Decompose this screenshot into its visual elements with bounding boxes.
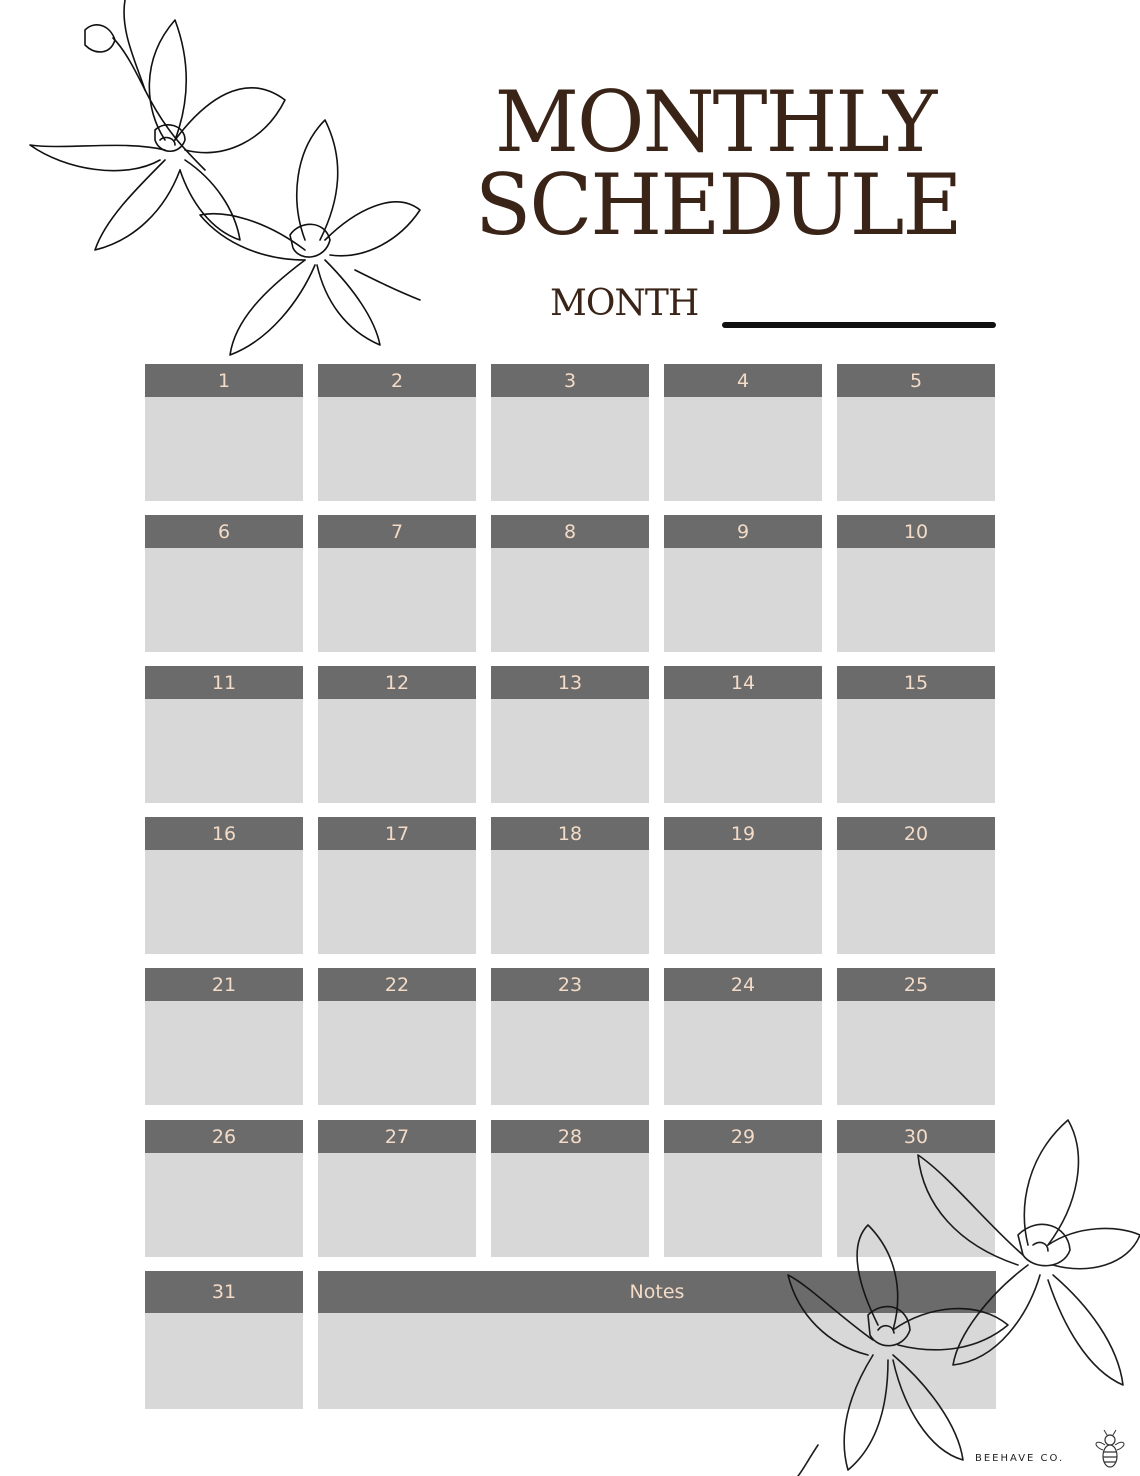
day-number: 24 [664,968,822,1001]
day-cell[interactable] [491,1120,649,1257]
day-number: 28 [491,1120,649,1153]
day-number: 20 [837,817,995,850]
day-entry-area[interactable] [318,1001,476,1105]
day-number: 29 [664,1120,822,1153]
day-cell[interactable] [145,666,303,803]
day-number: 9 [664,515,822,548]
day-entry-area[interactable] [491,1001,649,1105]
day-cell[interactable] [837,364,995,501]
month-label: MONTH [550,283,699,324]
day-entry-area[interactable] [664,548,822,652]
day-number: 27 [318,1120,476,1153]
day-cell[interactable] [318,666,476,803]
day-cell[interactable] [318,1120,476,1257]
title-line-1: MONTHLY [494,73,936,171]
day-number: 10 [837,515,995,548]
day-number: 30 [837,1120,995,1153]
day-entry-area[interactable] [318,1153,476,1257]
day-number: 8 [491,515,649,548]
day-number: 23 [491,968,649,1001]
day-cell[interactable] [318,817,476,954]
day-number: 26 [145,1120,303,1153]
day-number: 2 [318,364,476,397]
day-cell[interactable] [837,968,995,1105]
notes-header: Notes [318,1271,996,1313]
day-number: 4 [664,364,822,397]
day-number: 3 [491,364,649,397]
day-number: 15 [837,666,995,699]
orchid-top-left-icon [25,0,425,365]
day-entry-area[interactable] [145,1001,303,1105]
day-cell[interactable] [837,515,995,652]
day-cell[interactable] [145,1271,303,1409]
title-line-2: SCHEDULE [474,156,961,254]
day-cell[interactable] [664,515,822,652]
day-entry-area[interactable] [664,397,822,501]
day-number: 22 [318,968,476,1001]
day-entry-area[interactable] [145,548,303,652]
day-cell[interactable] [491,666,649,803]
day-cell[interactable] [491,817,649,954]
day-entry-area[interactable] [145,397,303,501]
day-cell[interactable] [664,666,822,803]
day-cell[interactable] [318,364,476,501]
day-number: 14 [664,666,822,699]
day-entry-area[interactable] [837,1001,995,1105]
day-entry-area[interactable] [318,850,476,954]
day-cell[interactable] [145,1120,303,1257]
day-entry-area[interactable] [145,699,303,803]
day-number: 16 [145,817,303,850]
day-entry-area[interactable] [491,1153,649,1257]
day-cell[interactable] [491,364,649,501]
day-cell[interactable] [664,968,822,1105]
day-entry-area[interactable] [145,1153,303,1257]
day-number: 31 [145,1271,303,1313]
day-cell[interactable] [664,817,822,954]
day-entry-area[interactable] [491,850,649,954]
day-number: 25 [837,968,995,1001]
day-entry-area[interactable] [837,397,995,501]
day-entry-area[interactable] [664,1001,822,1105]
day-entry-area[interactable] [837,699,995,803]
day-number: 21 [145,968,303,1001]
day-number: 13 [491,666,649,699]
day-number: 1 [145,364,303,397]
day-cell[interactable] [145,968,303,1105]
day-entry-area[interactable] [145,850,303,954]
day-entry-area[interactable] [318,397,476,501]
day-number: 18 [491,817,649,850]
day-entry-area[interactable] [491,548,649,652]
day-number: 19 [664,817,822,850]
day-number: 12 [318,666,476,699]
day-entry-area[interactable] [491,397,649,501]
day-number: 11 [145,666,303,699]
day-number: 7 [318,515,476,548]
day-cell[interactable] [145,364,303,501]
day-entry-area[interactable] [318,548,476,652]
orchid-bottom-right-icon [778,1115,1140,1476]
month-input-line[interactable] [722,322,996,328]
day-number: 17 [318,817,476,850]
day-entry-area[interactable] [664,850,822,954]
day-cell[interactable] [837,817,995,954]
day-number: 5 [837,364,995,397]
day-cell[interactable] [837,666,995,803]
day-entry-area[interactable] [145,1313,303,1409]
day-cell[interactable] [145,515,303,652]
day-entry-area[interactable] [837,548,995,652]
day-number: 6 [145,515,303,548]
day-cell[interactable] [664,364,822,501]
day-entry-area[interactable] [318,699,476,803]
brand-label: BEEHAVE CO. [975,1453,1065,1464]
day-entry-area[interactable] [664,699,822,803]
day-cell[interactable] [491,968,649,1105]
bee-icon [1090,1428,1130,1472]
day-entry-area[interactable] [837,850,995,954]
day-cell[interactable] [318,968,476,1105]
day-cell[interactable] [318,515,476,652]
day-entry-area[interactable] [491,699,649,803]
day-cell[interactable] [491,515,649,652]
day-cell[interactable] [145,817,303,954]
